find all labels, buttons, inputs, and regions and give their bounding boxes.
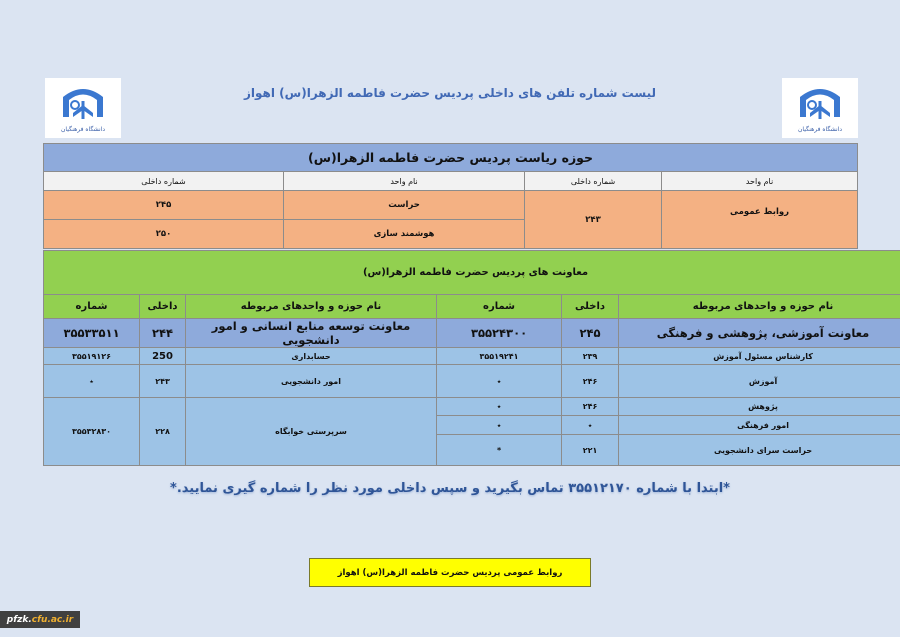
column-header: نام حوزه و واحدهای مربوطه	[619, 295, 900, 319]
unit-ext: ۲۵۰	[44, 220, 284, 249]
column-header: نام واحد	[662, 172, 858, 191]
table-row	[44, 398, 900, 416]
university-logo-right	[782, 78, 858, 138]
deputies-title: معاونت های پردیس حضرت فاطمه الزهرا(س)	[44, 251, 900, 295]
unit-name: کارشناس مسئول آموزش	[619, 348, 900, 365]
unit-name: آموزش	[619, 365, 900, 398]
unit-number: *	[437, 435, 562, 466]
unit-number: ٭	[437, 365, 562, 398]
unit-number: ۳۵۵۱۹۱۲۶	[44, 348, 140, 365]
unit-ext: ۲۴۶	[562, 365, 619, 398]
table-row	[44, 365, 900, 398]
table-row	[44, 348, 900, 365]
unit-name: امور دانشجویی	[186, 365, 437, 398]
deputies-table	[43, 250, 900, 466]
deputy-ext: ۲۴۴	[140, 319, 186, 348]
deputy-number: ۳۵۵۲۴۳۰۰	[437, 319, 562, 348]
column-header: شماره داخلی	[525, 172, 662, 191]
site-watermark	[0, 611, 80, 628]
column-header: داخلی	[140, 295, 186, 319]
column-header: شماره	[44, 295, 140, 319]
unit-number: ۳۵۵۳۲۸۳۰	[44, 398, 140, 466]
unit-ext: ۲۳۹	[562, 348, 619, 365]
unit-name: امور فرهنگی	[619, 416, 900, 435]
unit-name: هوشمند سازی	[284, 220, 525, 249]
footer-label-box	[309, 558, 591, 587]
table-row	[44, 319, 900, 348]
watermark-accent: cfu.ac.ir	[31, 614, 74, 625]
column-header: نام حوزه و واحدهای مربوطه	[186, 295, 437, 319]
unit-name: پژوهش	[619, 398, 900, 416]
university-logo-left	[45, 78, 121, 138]
unit-number: ٭	[437, 416, 562, 435]
table-row	[44, 191, 858, 220]
page-title: لیست شماره تلفن های داخلی پردیس حضرت فاطمه الزهرا(س) اهواز	[244, 86, 656, 100]
logo-caption: دانشگاه فرهنگیان	[60, 126, 106, 133]
deputy-name: معاونت آموزشی، پژوهشی و فرهنگی	[619, 319, 900, 348]
deputy-ext: ۲۴۵	[562, 319, 619, 348]
unit-name: حسابداری	[186, 348, 437, 365]
unit-name: سرپرستی خوابگاه	[186, 398, 437, 466]
unit-ext: ۲۴۶	[562, 398, 619, 416]
farhangian-university-logo-icon	[792, 83, 848, 125]
unit-number: ۳۵۵۱۹۲۴۱	[437, 348, 562, 365]
unit-ext: ۲۴۳	[525, 191, 662, 249]
unit-number: ٭	[44, 365, 140, 398]
unit-ext: ۲۲۸	[140, 398, 186, 466]
dialing-note: *ابتدا با شماره ۳۵۵۱۲۱۷۰ تماس بگیرید و سپس داخلی مورد نظر را شماره گیری نمایید.*	[170, 481, 730, 496]
unit-name: حراست	[284, 191, 525, 220]
unit-ext: ۲۲۱	[562, 435, 619, 466]
unit-name: حراست سرای دانشجویی	[619, 435, 900, 466]
presidency-table	[43, 143, 858, 249]
deputy-number: ۳۵۵۳۳۵۱۱	[44, 319, 140, 348]
presidency-title: حوزه ریاست پردیس حضرت فاطمه الزهرا(س)	[44, 144, 858, 172]
unit-ext: 250	[140, 348, 186, 365]
unit-number: ٭	[437, 398, 562, 416]
unit-ext: ۲۴۵	[44, 191, 284, 220]
unit-ext: ٭	[562, 416, 619, 435]
unit-ext: ۲۴۳	[140, 365, 186, 398]
column-header: شماره	[437, 295, 562, 319]
unit-name: روابط عمومی	[662, 191, 858, 249]
deputy-name: معاونت توسعه منابع انسانی و امور دانشجویی	[186, 319, 437, 348]
logo-caption: دانشگاه فرهنگیان	[797, 126, 843, 133]
footer-label: روابط عمومی پردیس حضرت فاطمه الزهرا(س) اهواز	[337, 567, 563, 578]
column-header: شماره داخلی	[44, 172, 284, 191]
farhangian-university-logo-icon	[55, 83, 111, 125]
column-header: داخلی	[562, 295, 619, 319]
watermark-prefix: pfzk.	[6, 614, 32, 625]
column-header: نام واحد	[284, 172, 525, 191]
